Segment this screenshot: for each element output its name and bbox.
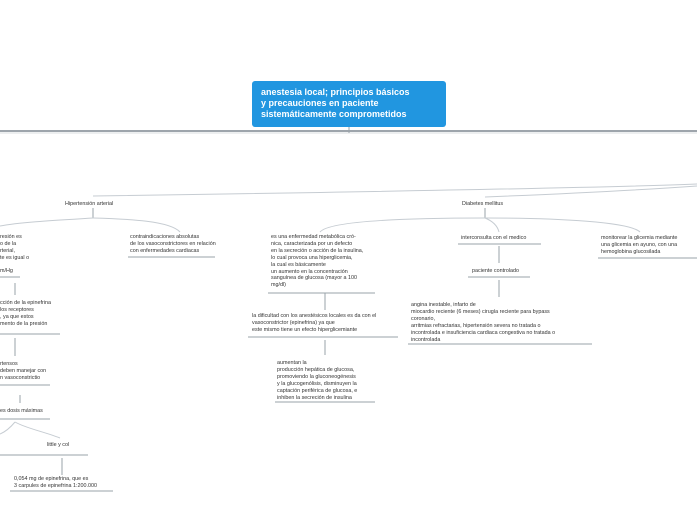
- dificultad-anestesicos-node[interactable]: [252, 313, 376, 334]
- node-line: n vasoconstrictio: [0, 374, 41, 381]
- monitorear-glicemia-node[interactable]: [601, 235, 677, 256]
- node-line: hemoglobina glucosilada: [601, 248, 661, 255]
- node-line: y la glucogenólisis, disminuyen la: [277, 380, 357, 387]
- node-line: mg/dl): [271, 282, 286, 289]
- node-line: producción hepática de glucosa,: [277, 366, 355, 373]
- hipertensos-node[interactable]: [0, 361, 46, 382]
- node-line: una glicemia en ayuno, con una: [601, 241, 678, 248]
- node-line: deben manejar con: [0, 367, 47, 374]
- node-line: de los vasoconstrictores en relación: [130, 240, 216, 247]
- epinefrina-dosis-node[interactable]: [14, 476, 97, 490]
- topic-diabetes-mellitus[interactable]: Diabetes mellitus: [462, 201, 504, 207]
- node-line: sanguínea de glucosa (mayor a 100: [271, 275, 358, 282]
- node-line: promoviendo la gluconeogénesis: [277, 373, 356, 380]
- dosis-maximas-node[interactable]: es dosis máximas: [0, 408, 43, 414]
- diabetes-definition-node[interactable]: [271, 234, 363, 289]
- node-line: coronario,: [411, 315, 435, 322]
- central-topic-line-1: anestesia local; principios básicos: [261, 87, 410, 97]
- node-line: cción de la epinefrina: [0, 300, 51, 306]
- aumentan-produccion-node[interactable]: [277, 360, 357, 401]
- topic-hipertension-arterial[interactable]: Hipertensión arterial: [65, 201, 114, 207]
- node-line: un aumento en la concentración: [271, 268, 348, 275]
- node-line: la dificultad con los anestésicos locales es da con el: [252, 313, 377, 319]
- central-topic-line-3: sistemáticamente comprometidos: [261, 109, 407, 119]
- epinefrina-receptores-node[interactable]: [0, 300, 51, 328]
- node-line: angina inestable, infarto de: [411, 302, 476, 308]
- central-topic-line-2: y precauciones en paciente: [261, 98, 379, 108]
- node-line: los receptores: [0, 306, 34, 313]
- node-line: este mismo tiene un efecto hiperglicemiante: [252, 326, 358, 333]
- node-line: inhiben la secreción de insulina: [277, 394, 352, 401]
- central-topic[interactable]: [252, 81, 446, 127]
- node-line: nica, caracterizada por un defecto: [271, 240, 353, 247]
- node-line: incontrolada e insuficiencia cardiaca congestiva no tratada o: [411, 329, 556, 336]
- node-line: , ya que estos: [0, 313, 34, 320]
- node-line: miocardio reciente (6 meses) cirugía reciente para bypass: [411, 308, 550, 315]
- hipertension-definition-node[interactable]: [0, 234, 29, 262]
- node-line: contraindicaciones absolutas: [130, 234, 200, 240]
- node-line: es una enfermedad metabólica cró-: [271, 234, 356, 240]
- node-line: captación periférica de glucosa, e: [277, 387, 358, 394]
- node-line: rtensos: [0, 361, 18, 367]
- mmhg-node[interactable]: m/Hg: [0, 268, 13, 274]
- node-line: monitorear la glicemia mediante: [601, 235, 678, 241]
- node-line: mento de la presión: [0, 320, 48, 327]
- angina-inestable-node[interactable]: [411, 302, 555, 343]
- node-line: 3 carpules de epinefrina 1:200.000: [14, 482, 98, 489]
- node-line: vasoconstrictor (epinefrina) ya que: [252, 319, 335, 326]
- node-line: en la secreción o acción de la insulina,: [271, 247, 364, 254]
- interconsulta-node[interactable]: interconsulta con el medico: [461, 235, 527, 241]
- little-y-col-node[interactable]: little y col: [47, 442, 70, 448]
- node-line: aumentan la: [277, 360, 307, 366]
- node-line: te es igual o: [0, 254, 30, 261]
- contraindicaciones-node[interactable]: [130, 234, 216, 255]
- node-line: la cual es básicamente: [271, 261, 326, 268]
- node-line: arritmias refractarias, hipertensión severa no tratada o: [411, 322, 541, 329]
- node-line: incontrolada: [411, 336, 441, 343]
- node-line: 0,054 mg de epinefrina, que es: [14, 476, 89, 482]
- node-line: resión es: [0, 234, 22, 240]
- node-line: rterial,: [0, 247, 15, 254]
- node-line: con enfermedades cardiacas: [130, 247, 200, 254]
- paciente-controlado-node[interactable]: paciente controlado: [472, 268, 520, 274]
- node-line: o de la: [0, 240, 17, 247]
- node-line: lo cual provoca una hiperglicemia,: [271, 254, 353, 261]
